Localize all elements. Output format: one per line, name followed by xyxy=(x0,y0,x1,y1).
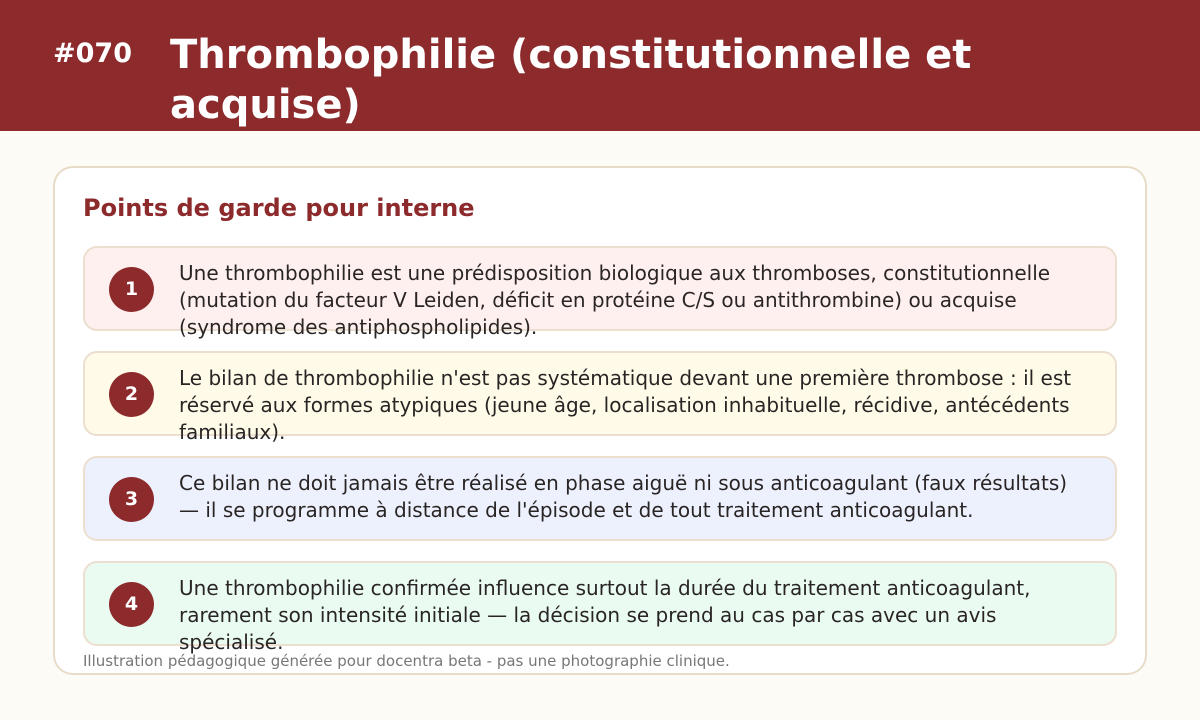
page-header xyxy=(0,0,1200,131)
point-number-badge: 4 xyxy=(109,582,154,627)
key-point-2 xyxy=(83,351,1117,444)
point-text: Une thrombophilie est une prédisposition biologique aux thromboses, constitutionnelle (mutation du facteur V Leiden, déficit en protéine C/S ou antithrombine) ou acquise (syndrome des antiphospholipides). xyxy=(179,261,1051,339)
point-number-badge: 2 xyxy=(109,372,154,417)
disclaimer-footnote: Illustration pédagogique générée pour docentra beta - pas une photographie clinique. xyxy=(83,652,730,670)
sheet-number: #070 xyxy=(53,38,132,69)
key-point-4 xyxy=(83,561,1117,654)
card-title: Points de garde pour interne xyxy=(83,194,475,222)
key-point-3 xyxy=(83,456,1117,541)
point-number-badge: 1 xyxy=(109,267,154,312)
key-point-1 xyxy=(83,246,1117,339)
page-title: Thrombophilie (constitutionnelle et acquise) xyxy=(170,32,972,128)
key-points-card xyxy=(53,166,1147,675)
point-text: Ce bilan ne doit jamais être réalisé en phase aiguë ni sous anticoagulant (faux résultats) — il se programme à distance de l'épisode et de tout traitement anticoagulant. xyxy=(179,471,1068,522)
point-number-badge: 3 xyxy=(109,477,154,522)
point-text: Une thrombophilie confirmée influence surtout la durée du traitement anticoagulant, rarement son intensité initiale — la décision se prend au cas par cas avec un avis spécialisé. xyxy=(179,576,1031,654)
point-text: Le bilan de thrombophilie n'est pas systématique devant une première thrombose : il est réservé aux formes atypiques (jeune âge, localisation inhabituelle, récidive, antécédents familiaux). xyxy=(179,366,1072,444)
